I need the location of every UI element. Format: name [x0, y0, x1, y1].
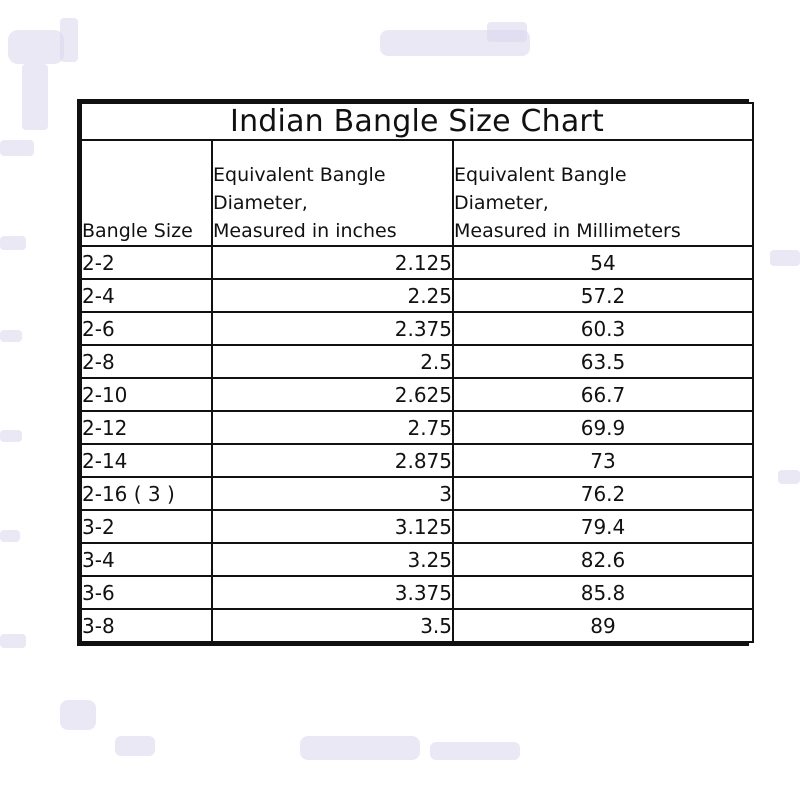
background-smudge — [770, 250, 800, 266]
cell-inches: 3.375 — [212, 576, 453, 609]
column-header-bangle-size — [81, 140, 212, 246]
cell-bangle-size: 2-10 — [81, 378, 212, 411]
table-row — [81, 609, 753, 642]
cell-inches: 2.75 — [212, 411, 453, 444]
cell-bangle-size: 3-2 — [81, 510, 212, 543]
column-header-inches-line1: Equivalent Bangle — [213, 163, 386, 186]
column-header-mm-line1: Equivalent Bangle — [454, 163, 627, 186]
cell-bangle-size: 2-6 — [81, 312, 212, 345]
background-smudge — [778, 470, 800, 484]
table-body — [81, 103, 753, 642]
background-smudge — [60, 18, 78, 62]
cell-inches: 3 — [212, 477, 453, 510]
background-smudge — [22, 64, 48, 130]
cell-bangle-size: 2-4 — [81, 279, 212, 312]
column-header-millimeters — [453, 140, 753, 246]
table-row — [81, 378, 753, 411]
cell-inches: 2.125 — [212, 246, 453, 279]
cell-millimeters: 60.3 — [453, 312, 753, 345]
table-row — [81, 312, 753, 345]
cell-millimeters: 69.9 — [453, 411, 753, 444]
table-row — [81, 477, 753, 510]
cell-millimeters: 73 — [453, 444, 753, 477]
background-smudge — [115, 736, 155, 756]
column-header-bangle-size-label: Bangle Size — [82, 219, 193, 242]
cell-inches: 3.5 — [212, 609, 453, 642]
title-row — [81, 103, 753, 140]
page-title: Indian Bangle Size Chart — [81, 103, 753, 140]
cell-inches: 3.125 — [212, 510, 453, 543]
background-smudge — [0, 140, 34, 156]
background-smudge — [60, 700, 96, 730]
table-row — [81, 444, 753, 477]
table-row — [81, 576, 753, 609]
background-smudge — [430, 742, 520, 760]
background-smudge — [8, 30, 64, 64]
background-smudge — [0, 236, 26, 250]
cell-inches: 2.375 — [212, 312, 453, 345]
background-smudge — [0, 530, 20, 542]
table-row — [81, 279, 753, 312]
table-header-row — [81, 140, 753, 246]
cell-millimeters: 57.2 — [453, 279, 753, 312]
cell-bangle-size: 3-8 — [81, 609, 212, 642]
cell-bangle-size: 2-12 — [81, 411, 212, 444]
cell-bangle-size: 2-8 — [81, 345, 212, 378]
cell-millimeters: 66.7 — [453, 378, 753, 411]
cell-bangle-size: 2-16 ( 3 ) — [81, 477, 212, 510]
cell-bangle-size: 3-4 — [81, 543, 212, 576]
cell-inches: 2.625 — [212, 378, 453, 411]
cell-inches: 2.875 — [212, 444, 453, 477]
size-chart-container — [77, 99, 749, 646]
cell-inches: 2.25 — [212, 279, 453, 312]
table-row — [81, 510, 753, 543]
cell-inches: 2.5 — [212, 345, 453, 378]
column-header-inches-line3: Measured in inches — [213, 219, 397, 242]
cell-bangle-size: 2-14 — [81, 444, 212, 477]
background-smudge — [0, 634, 26, 648]
column-header-inches-line2: Diameter, — [213, 191, 308, 214]
table-row — [81, 345, 753, 378]
table-row — [81, 543, 753, 576]
cell-millimeters: 82.6 — [453, 543, 753, 576]
background-smudge — [0, 430, 22, 442]
cell-millimeters: 76.2 — [453, 477, 753, 510]
cell-millimeters: 89 — [453, 609, 753, 642]
cell-millimeters: 85.8 — [453, 576, 753, 609]
cell-millimeters: 79.4 — [453, 510, 753, 543]
cell-millimeters: 54 — [453, 246, 753, 279]
table-row — [81, 246, 753, 279]
column-header-mm-line3: Measured in Millimeters — [454, 219, 681, 242]
table-row — [81, 411, 753, 444]
cell-inches: 3.25 — [212, 543, 453, 576]
background-smudge — [300, 736, 420, 760]
cell-bangle-size: 3-6 — [81, 576, 212, 609]
background-smudge — [0, 330, 22, 342]
cell-millimeters: 63.5 — [453, 345, 753, 378]
background-smudge — [487, 22, 527, 42]
bangle-size-table — [80, 102, 754, 643]
column-header-inches — [212, 140, 453, 246]
column-header-mm-line2: Diameter, — [454, 191, 549, 214]
cell-bangle-size: 2-2 — [81, 246, 212, 279]
